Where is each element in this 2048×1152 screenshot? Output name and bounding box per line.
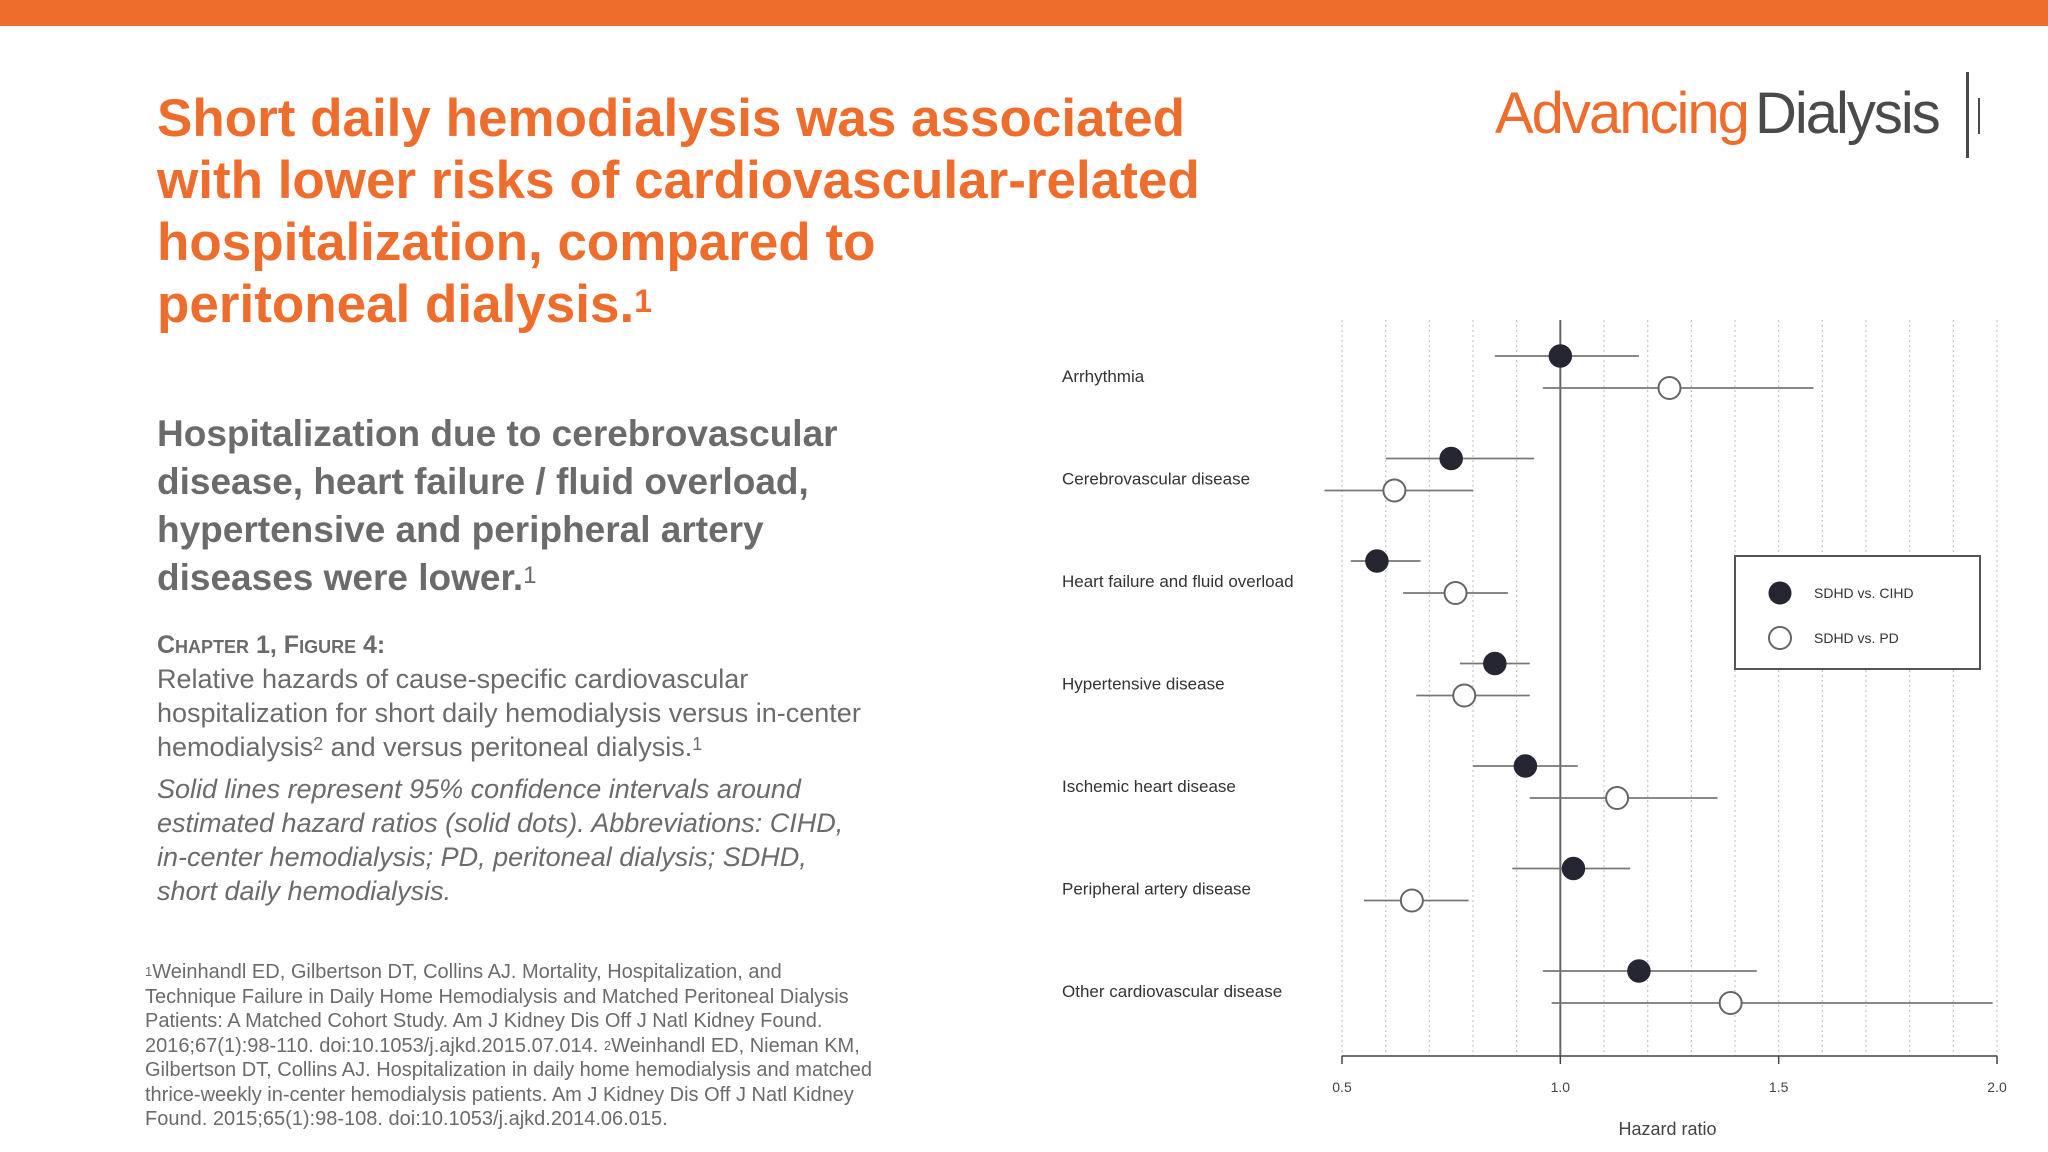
reference-line: Gilbertson DT, Collins AJ. Hospitalization in daily home hemodialysis and matched: [145, 1059, 873, 1081]
x-axis-label: Hazard ratio: [1618, 1119, 1717, 1139]
caption-text: hemodialysis: [157, 732, 314, 762]
reference-line: thrice-weekly in-center hemodialysis patients. Am J Kidney Dis Off J Natl Kidney: [145, 1083, 854, 1106]
category-label: Heart failure and fluid overload: [1062, 572, 1294, 591]
caption-note-line: in-center hemodialysis; PD, peritoneal dialysis; SDHD,: [157, 842, 807, 872]
legend-marker: [1769, 582, 1791, 604]
reference-line: Technique Failure in Daily Home Hemodialysis and Matched Peritoneal Dialysis: [145, 985, 849, 1008]
hazard-ratio-point: [1562, 858, 1584, 880]
hazard-ratio-point: [1606, 787, 1628, 809]
hazard-ratio-point: [1445, 582, 1467, 604]
title-line: with lower risks of cardiovascular-related: [157, 151, 1200, 210]
title-line: Short daily hemodialysis was associated: [157, 89, 1186, 148]
hazard-ratio-point: [1366, 550, 1388, 572]
caption-note-line: estimated hazard ratios (solid dots). Abbreviations: CIHD,: [157, 808, 844, 838]
caption-footnote-marker: 1: [692, 734, 703, 754]
reference-line: Found. 2015;65(1):98-108. doi:10.1053/j.ajkd.2014.06.015.: [145, 1108, 668, 1130]
title-footnote-marker: 1: [634, 283, 652, 319]
hazard-ratio-point: [1659, 377, 1681, 399]
title-line-text: peritoneal dialysis.: [157, 275, 635, 334]
reference-marker: 1: [145, 964, 153, 979]
legend-label: SDHD vs. CIHD: [1814, 585, 1914, 601]
subtitle-footnote-marker: 1: [523, 562, 537, 589]
hazard-ratio-point: [1549, 345, 1571, 367]
subtitle-line-text: diseases were lower.: [157, 557, 524, 598]
reference-text: Weinhandl ED, Nieman KM,: [611, 1034, 860, 1057]
subtitle-line: disease, heart failure / fluid overload,: [157, 461, 809, 502]
x-tick-label: 2.0: [1987, 1079, 2007, 1095]
legend-marker: [1769, 627, 1791, 649]
category-label: Arrhythmia: [1062, 367, 1145, 386]
caption-note-line: Solid lines represent 95% confidence intervals around: [157, 774, 801, 804]
hazard-ratio-point: [1383, 480, 1405, 502]
reference-line: Patients: A Matched Cohort Study. Am J Kidney Dis Off J Natl Kidney Found.: [145, 1010, 823, 1032]
title-line: hospitalization, compared to: [157, 213, 876, 272]
caption-footnote-marker: 2: [313, 734, 324, 754]
category-label: Cerebrovascular disease: [1062, 469, 1251, 489]
hazard-ratio-point: [1440, 448, 1462, 470]
caption-line: hospitalization for short daily hemodialysis versus in-center: [157, 698, 861, 728]
subtitle-line: hypertensive and peripheral artery: [157, 509, 764, 550]
logo-word-dialysis: Dialysis: [1755, 81, 1939, 146]
x-tick-label: 1.0: [1550, 1079, 1571, 1095]
logo-word-advancing: Advancing: [1495, 81, 1748, 146]
hazard-ratio-point: [1514, 755, 1536, 777]
category-label: Ischemic heart disease: [1062, 777, 1236, 796]
caption-note-line: short daily hemodialysis.: [157, 876, 452, 906]
caption-text: and versus peritoneal dialysis.: [323, 732, 693, 762]
reference-marker: 2: [603, 1037, 612, 1053]
category-label: Other cardiovascular disease: [1062, 982, 1283, 1001]
hazard-ratio-point: [1628, 960, 1650, 982]
hazard-ratio-point: [1720, 992, 1742, 1014]
caption-line: Relative hazards of cause-specific cardiovascular: [157, 664, 749, 694]
x-tick-label: 0.5: [1332, 1079, 1352, 1095]
caption-title: Chapter 1, Figure 4:: [157, 631, 386, 659]
hazard-ratio-point: [1484, 653, 1506, 675]
x-tick-label: 1.5: [1768, 1079, 1789, 1095]
reference-text: Weinhandl ED, Gilbertson DT, Collins AJ. Mortality, Hospitalization, and: [152, 961, 782, 983]
category-label: Hypertensive disease: [1062, 674, 1225, 694]
hazard-ratio-point: [1453, 685, 1475, 707]
reference-text: 2016;67(1):98-110. doi:10.1053/j.ajkd.2015.07.014.: [145, 1034, 604, 1057]
category-label: Peripheral artery disease: [1062, 879, 1251, 899]
hazard-ratio-point: [1401, 890, 1423, 912]
legend-box: [1735, 556, 1980, 669]
legend-label: SDHD vs. PD: [1814, 630, 1899, 646]
subtitle-line: Hospitalization due to cerebrovascular: [157, 413, 838, 454]
